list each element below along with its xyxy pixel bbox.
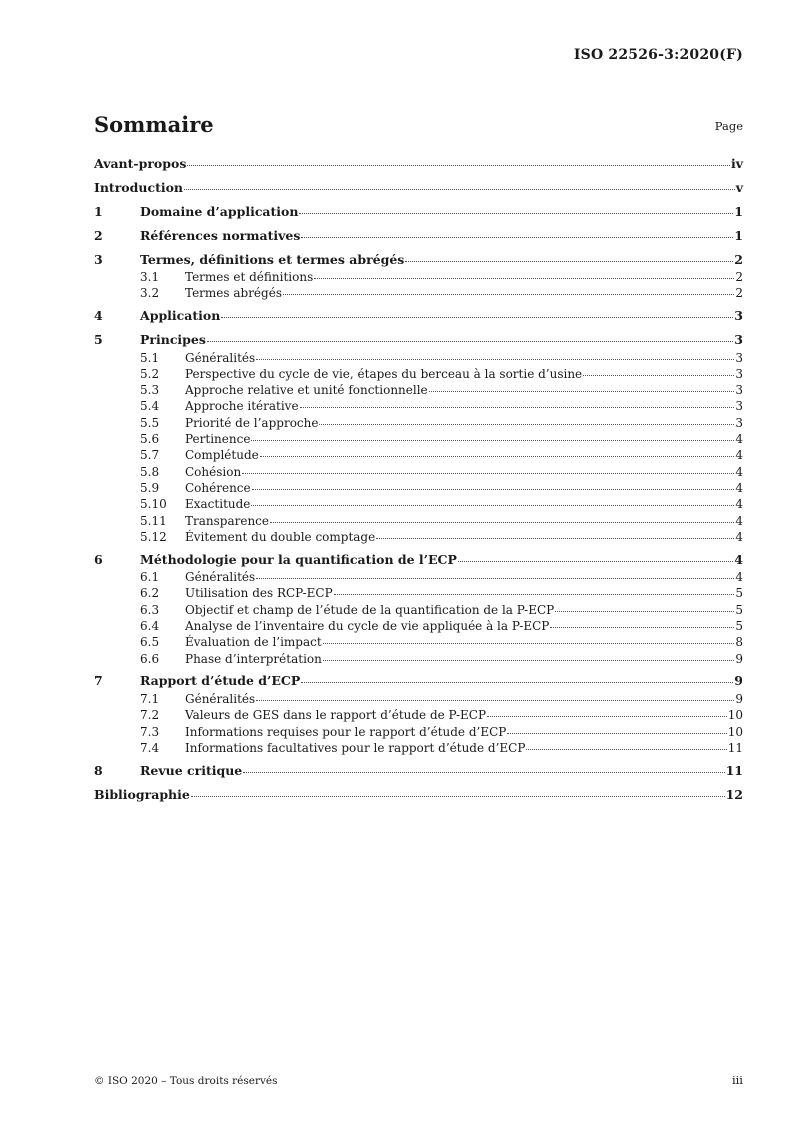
dot-leader bbox=[184, 179, 735, 192]
toc-entry-number: 3.2 bbox=[140, 286, 160, 301]
toc-entry-title: Pertinence bbox=[185, 432, 251, 447]
toc-entry-page: 4 bbox=[735, 570, 743, 585]
dot-leader bbox=[314, 269, 734, 281]
toc-entry-title: Perspective du cycle de vie, étapes du berceau à la sortie d’usine bbox=[185, 366, 583, 381]
toc-entry-page: 3 bbox=[735, 415, 743, 430]
dot-leader bbox=[301, 673, 733, 686]
toc-subentry[interactable] bbox=[94, 382, 743, 398]
dot-leader bbox=[243, 762, 724, 775]
toc-entry-title: Principes bbox=[140, 332, 206, 348]
toc-entry-number: 6.3 bbox=[140, 602, 160, 617]
toc-entry-number: 5.8 bbox=[140, 464, 160, 479]
toc-entry-title: Approche relative et unité fonctionnelle bbox=[185, 383, 428, 398]
dot-leader bbox=[251, 496, 734, 508]
toc-entry-page: iv bbox=[730, 155, 743, 171]
toc-entry-title: Généralités bbox=[185, 570, 256, 585]
toc-entry-number: 5.5 bbox=[140, 415, 160, 430]
toc-entry-title: Transparence bbox=[185, 513, 270, 528]
toc-entry-title: Complétude bbox=[185, 448, 259, 463]
toc-entry-title: Informations facultatives pour le rapport d’étude d’ECP bbox=[185, 740, 526, 755]
dot-leader bbox=[300, 398, 735, 410]
toc-subentry[interactable] bbox=[94, 398, 743, 414]
toc-entry-number: 7 bbox=[94, 673, 103, 689]
toc-entry-page: 9 bbox=[734, 673, 743, 689]
toc-entry-page: 2 bbox=[735, 270, 743, 284]
toc-subentry[interactable] bbox=[94, 569, 743, 585]
toc-entry-number: 5.6 bbox=[140, 432, 160, 447]
toc-entry-number: 5.1 bbox=[140, 350, 160, 365]
toc-entry[interactable] bbox=[94, 786, 743, 804]
toc-entry-title: Généralités bbox=[185, 350, 256, 365]
toc-entry-number: 3 bbox=[94, 251, 103, 267]
toc-entry[interactable] bbox=[94, 673, 743, 691]
dot-leader bbox=[323, 651, 734, 663]
toc-entry-number: 7.2 bbox=[140, 708, 160, 723]
toc-entry-page: 4 bbox=[735, 513, 743, 528]
dot-leader bbox=[507, 724, 726, 736]
dot-leader bbox=[334, 585, 735, 597]
dot-leader bbox=[555, 602, 734, 614]
dot-leader bbox=[256, 350, 734, 362]
toc-subentry[interactable] bbox=[94, 651, 743, 667]
toc-entry-title: Approche itérative bbox=[185, 399, 299, 414]
toc-entry-page: 4 bbox=[734, 551, 743, 567]
dot-leader bbox=[256, 569, 734, 581]
dot-leader bbox=[299, 203, 733, 216]
toc-entry-page: 2 bbox=[734, 251, 743, 267]
toc-entry-page: 5 bbox=[735, 602, 743, 617]
toc-entry-title: Méthodologie pour la quantification de l’ECP bbox=[140, 551, 457, 567]
toc-entry-title: Termes, définitions et termes abrégés bbox=[140, 251, 405, 267]
toc-entry-number: 5.4 bbox=[140, 399, 160, 414]
toc-entry-title: Bibliographie bbox=[94, 786, 190, 802]
toc-entry-page: 1 bbox=[734, 203, 743, 219]
document-id: ISO 22526-3:2020(F) bbox=[573, 47, 743, 63]
dot-leader bbox=[242, 464, 734, 476]
toc-entry-number: 3.1 bbox=[140, 270, 160, 284]
toc-entry-page: 5 bbox=[735, 619, 743, 634]
dot-leader bbox=[207, 332, 733, 345]
footer-copyright: © ISO 2020 – Tous droits réservés bbox=[94, 1075, 278, 1087]
toc-subentry[interactable] bbox=[94, 269, 743, 285]
dot-leader bbox=[526, 740, 726, 752]
toc-entry-page: 3 bbox=[734, 308, 743, 324]
dot-leader bbox=[323, 634, 735, 646]
toc-entry-number: 5.7 bbox=[140, 448, 160, 463]
toc-entry-title: Valeurs de GES dans le rapport d’étude de P-ECP bbox=[185, 708, 487, 723]
dot-leader bbox=[583, 366, 734, 378]
dot-leader bbox=[252, 480, 735, 492]
toc-entry-number: 6.2 bbox=[140, 586, 160, 601]
toc-subentry[interactable] bbox=[94, 350, 743, 366]
dot-leader bbox=[283, 285, 734, 297]
toc-subentry[interactable] bbox=[94, 724, 743, 740]
toc-subentry[interactable] bbox=[94, 691, 743, 707]
toc-title: Sommaire bbox=[94, 112, 214, 137]
dot-leader bbox=[221, 308, 733, 321]
toc-entry-number: 5.11 bbox=[140, 513, 167, 528]
dot-leader bbox=[429, 382, 735, 394]
toc-entry-title: Généralités bbox=[185, 691, 256, 706]
dot-leader bbox=[270, 513, 734, 525]
dot-leader bbox=[301, 227, 733, 240]
toc-entry-page: 10 bbox=[727, 724, 743, 739]
toc-entry-number: 6.4 bbox=[140, 619, 160, 634]
dot-leader bbox=[319, 415, 734, 427]
dot-leader bbox=[256, 691, 734, 703]
toc-entry-title: Évaluation de l’impact bbox=[185, 635, 322, 650]
toc-entry[interactable] bbox=[94, 251, 743, 269]
toc-entry-page: 4 bbox=[735, 480, 743, 495]
toc-entry-page: 3 bbox=[735, 366, 743, 381]
toc-subentry[interactable] bbox=[94, 464, 743, 480]
toc-entry-page: v bbox=[735, 179, 743, 195]
toc-entry-title: Avant-propos bbox=[94, 155, 187, 171]
toc-entry-title: Priorité de l’approche bbox=[185, 415, 319, 430]
toc-entry-number: 5.12 bbox=[140, 529, 167, 544]
toc-subentry[interactable] bbox=[94, 707, 743, 723]
toc-subentry[interactable] bbox=[94, 513, 743, 529]
toc-entry-page: 4 bbox=[735, 432, 743, 447]
toc-subentry[interactable] bbox=[94, 618, 743, 634]
toc-entry[interactable] bbox=[94, 308, 743, 326]
toc-entry-title: Termes et définitions bbox=[185, 270, 314, 284]
toc-entry-title: Objectif et champ de l’étude de la quantification de la P-ECP bbox=[185, 602, 555, 617]
toc-subentry[interactable] bbox=[94, 415, 743, 431]
dot-leader bbox=[260, 447, 735, 459]
toc-entry-page: 11 bbox=[725, 762, 743, 778]
toc-entry-title: Domaine d’application bbox=[140, 203, 299, 219]
toc-entry-page: 3 bbox=[735, 383, 743, 398]
toc-entry-page: 3 bbox=[735, 350, 743, 365]
toc-entry[interactable] bbox=[94, 203, 743, 221]
toc-entry-title: Exactitude bbox=[185, 497, 251, 512]
toc-subentry[interactable] bbox=[94, 285, 743, 301]
toc-entry-number: 7.1 bbox=[140, 691, 160, 706]
toc-entry-title: Évitement du double comptage bbox=[185, 529, 376, 544]
toc-subentry[interactable] bbox=[94, 431, 743, 447]
toc-entry-number: 6.5 bbox=[140, 635, 160, 650]
toc-entry-number: 4 bbox=[94, 308, 103, 324]
toc-entry-title: Informations requises pour le rapport d’étude d’ECP bbox=[185, 724, 507, 739]
dot-leader bbox=[376, 529, 734, 541]
dot-leader bbox=[487, 707, 727, 719]
toc-entry-title: Utilisation des RCP-ECP bbox=[185, 586, 333, 601]
toc-entry-number: 5.9 bbox=[140, 480, 160, 495]
toc-entry-title: Application bbox=[140, 308, 221, 324]
toc-entry-number: 6.6 bbox=[140, 651, 160, 666]
toc-entry-page: 3 bbox=[735, 399, 743, 414]
toc-subentry[interactable] bbox=[94, 366, 743, 382]
toc-entry-title: Revue critique bbox=[140, 762, 243, 778]
table-of-contents bbox=[94, 155, 743, 804]
dot-leader bbox=[550, 618, 734, 630]
toc-entry-title: Analyse de l’inventaire du cycle de vie appliquée à la P-ECP bbox=[185, 619, 550, 634]
toc-entry-number: 2 bbox=[94, 227, 103, 243]
page-column-label: Page bbox=[714, 119, 743, 133]
toc-entry-number: 7.4 bbox=[140, 740, 160, 755]
toc-entry-page: 4 bbox=[735, 448, 743, 463]
toc-entry-number: 5.2 bbox=[140, 366, 160, 381]
toc-entry-page: 4 bbox=[735, 529, 743, 544]
toc-entry-number: 6.1 bbox=[140, 570, 160, 585]
toc-subentry[interactable] bbox=[94, 740, 743, 756]
toc-entry-number: 5.3 bbox=[140, 383, 160, 398]
toc-entry-page: 4 bbox=[735, 464, 743, 479]
dot-leader bbox=[187, 155, 730, 168]
toc-entry-page: 11 bbox=[727, 740, 743, 755]
toc-entry-title: Cohésion bbox=[185, 464, 242, 479]
toc-entry[interactable] bbox=[94, 179, 743, 197]
toc-entry-page: 3 bbox=[734, 332, 743, 348]
toc-subentry[interactable] bbox=[94, 447, 743, 463]
toc-entry-page: 4 bbox=[735, 497, 743, 512]
toc-entry[interactable] bbox=[94, 762, 743, 780]
toc-subentry[interactable] bbox=[94, 585, 743, 601]
dot-leader bbox=[405, 251, 733, 264]
toc-entry-page: 5 bbox=[735, 586, 743, 601]
toc-entry-number: 6 bbox=[94, 551, 103, 567]
toc-entry-title: Phase d’interprétation bbox=[185, 651, 322, 666]
dot-leader bbox=[458, 551, 733, 564]
toc-subentry[interactable] bbox=[94, 634, 743, 650]
toc-entry-title: Références normatives bbox=[140, 227, 301, 243]
toc-entry-page: 1 bbox=[734, 227, 743, 243]
toc-entry[interactable] bbox=[94, 155, 743, 173]
toc-entry-page: 2 bbox=[735, 286, 743, 301]
toc-entry-title: Rapport d’étude d’ECP bbox=[140, 673, 301, 689]
toc-entry-page: 8 bbox=[735, 635, 743, 650]
dot-leader bbox=[251, 431, 734, 443]
toc-entry-page: 9 bbox=[735, 651, 743, 666]
toc-subentry[interactable] bbox=[94, 480, 743, 496]
dot-leader bbox=[191, 786, 725, 799]
toc-entry-number: 8 bbox=[94, 762, 103, 778]
toc-entry-page: 12 bbox=[725, 786, 743, 802]
toc-subentry[interactable] bbox=[94, 602, 743, 618]
toc-entry[interactable] bbox=[94, 551, 743, 569]
footer-page-number: iii bbox=[731, 1073, 743, 1087]
toc-entry-title: Introduction bbox=[94, 179, 184, 195]
toc-entry[interactable] bbox=[94, 332, 743, 350]
toc-entry-page: 10 bbox=[727, 708, 743, 723]
toc-subentry[interactable] bbox=[94, 529, 743, 545]
toc-entry-number: 5.10 bbox=[140, 497, 167, 512]
toc-subentry[interactable] bbox=[94, 496, 743, 512]
toc-entry-page: 9 bbox=[735, 691, 743, 706]
toc-entry-number: 5 bbox=[94, 332, 103, 348]
toc-entry-title: Termes abrégés bbox=[185, 286, 282, 301]
toc-entry[interactable] bbox=[94, 227, 743, 245]
toc-entry-number: 1 bbox=[94, 203, 103, 219]
toc-entry-number: 7.3 bbox=[140, 724, 160, 739]
toc-entry-title: Cohérence bbox=[185, 480, 251, 495]
